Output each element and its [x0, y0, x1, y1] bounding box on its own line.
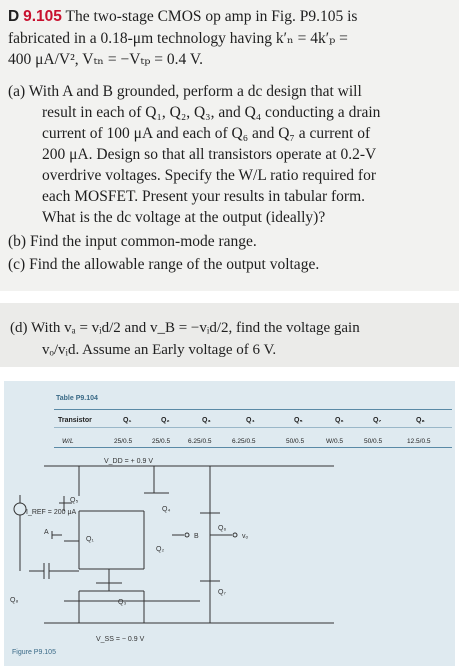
figure-caption: Figure P9.105 [12, 649, 56, 656]
table-mid-rule [54, 427, 452, 428]
table-top-rule [54, 409, 452, 410]
table-cell-q1: 25/0.5 [114, 438, 133, 445]
part-a-line-2: result in each of Q₁, Q₂, Q₃, and Q₄ conducting a drain [42, 104, 381, 121]
table-bottom-rule [54, 447, 452, 448]
problem-line-1 [8, 8, 357, 26]
q4-label: Q₄ [162, 506, 171, 513]
figure-panel [4, 381, 455, 666]
q1-label: Q₁ [86, 536, 94, 543]
q7-label: Q₇ [218, 589, 226, 596]
table-cell-q3: 6.25/0.5 [188, 438, 212, 445]
vss-label: V_SS = − 0.9 V [96, 636, 145, 643]
part-c: (c) Find the allowable range of the output voltage. [8, 256, 320, 273]
q6-label: Q₆ [218, 525, 227, 532]
table-header-q2: Q₂ [161, 417, 170, 424]
part-b: (b) Find the input common-mode range. [8, 233, 257, 250]
table-cell-q5: 50/0.5 [286, 438, 305, 445]
table-cell-q6: W/0.5 [326, 438, 343, 445]
part-a-line-6: each MOSFET. Present your results in tabular form. [42, 188, 365, 205]
b-label: B [194, 533, 199, 540]
table-header-q7: Q₇ [373, 417, 382, 424]
part-a-line-7: What is the dc voltage at the output (ideally)? [42, 209, 326, 226]
circuit-schematic [4, 451, 455, 666]
problem-number: 9.105 [23, 8, 62, 25]
part-d-panel [0, 303, 459, 367]
part-a-line-4: 200 μA. Design so that all transistors operate at 0.2-V [42, 146, 377, 163]
problem-prefix: D [8, 8, 20, 25]
table-header-q6: Q₆ [335, 417, 344, 424]
vo-label: vₒ [242, 533, 249, 540]
table-cell-q2: 25/0.5 [152, 438, 171, 445]
part-d-line-1: (d) With vₐ = vᵢd/2 and v_B = −vᵢd/2, find the voltage gain [10, 320, 360, 336]
vdd-label: V_DD = + 0.9 V [104, 458, 154, 465]
intro-line-3: 400 μA/V², Vₜₙ = −Vₜₚ = 0.4 V. [8, 51, 203, 68]
part-a-line-1: (a) With A and B grounded, perform a dc design that will [8, 83, 362, 100]
table-header-q8: Q₈ [416, 417, 425, 424]
q3-label: Q₃ [118, 599, 127, 606]
q5-label: Q₅ [70, 497, 79, 504]
table-cell-q4: 6.25/0.5 [232, 438, 256, 445]
a-label: A [44, 529, 49, 536]
part-a-line-3: current of 100 μA and each of Q₆ and Q₇ a current of [42, 125, 371, 142]
table-header-transistor: Transistor [58, 417, 92, 424]
table-header-q3: Q₃ [202, 417, 211, 424]
iref-label: I_REF = 200 μA [26, 509, 77, 516]
part-a-line-5: overdrive voltages. Specify the W/L ratio required for [42, 167, 376, 184]
q8-label: Q₈ [10, 597, 19, 604]
table-row-label: W/L [62, 438, 74, 445]
table-header-q1: Q₁ [123, 417, 132, 424]
table-header-q4: Q₄ [246, 417, 255, 424]
q2-label: Q₂ [156, 546, 165, 553]
table-header-q5: Q₅ [294, 417, 303, 424]
table-cell-q8: 12.5/0.5 [407, 438, 431, 445]
intro-line-1: The two-stage CMOS op amp in Fig. P9.105 is [65, 8, 358, 25]
table-title: Table P9.104 [56, 395, 98, 402]
problem-panel [0, 0, 459, 291]
intro-line-2: fabricated in a 0.18-μm technology having k′ₙ = 4k′ₚ = [8, 30, 348, 47]
part-d-line-2: vₒ/vᵢd. Assume an Early voltage of 6 V. [42, 342, 277, 358]
table-cell-q7: 50/0.5 [364, 438, 383, 445]
